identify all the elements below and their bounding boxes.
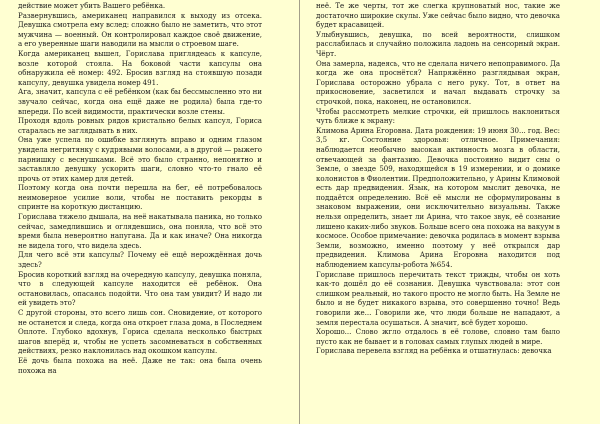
right-page bbox=[300, 0, 600, 424]
paragraph: Климова Арина Егоровна. Дата рождения: 19 июня 30... год. Вес: 3,5 кг. Состояние здоровья: отличное. Примечания: наблюдается необычно высокая активность мозга в области, отвечающей за фантазию. Девочка постоянно видит сны о Земле, о звезде 509, находящейся в 19 измерении, и о домике колонистов в Фиолентии. Предположительно, у Арины Климовой есть дар предвидения. Язык, на котором мыслит девочка, не поддаётся определению. Всё её мысли не сформулированы в знаковом выражении, они исключительно визуальны. Также нельзя определить, знает ли Арина, что такое звук, её сознание лишено каких-либо звуков. Больше всего она похожа на вакуум в космосе. Особое примечание: девочка родилась в момент взрыва Земли, возможно, именно поэтому у неё открылся дар предвидения. Климова Арина Егоровна находится под наблюдением капсулы-робота №654. bbox=[316, 125, 560, 270]
paragraph: Гориславе пришлось перечитать текст трижды, чтобы он хоть как-то дошёл до её сознания. Девушка чувствовала: этот сон слишком реальный, но такого просто не могло быть. На Земле не было и не будет никакого взрыва, это совершенно точно! Ведь говорили же... Говорили же, что люди больше не нападают, а земля перестала осушаться. А значит, всё будет хорошо. bbox=[316, 269, 560, 327]
right-page-text bbox=[316, 1, 560, 356]
paragraph: Горислава перевела взгляд на ребёнка и отшатнулась: девочка bbox=[316, 346, 552, 356]
paragraph: Улыбнувшись, девушка, по всей вероятности, слишком расслабилась и случайно положила ладонь на сенсорный экран. Чёрт. bbox=[316, 29, 560, 58]
paragraph: Она замерла, надеясь, что не сделала ничего непоправимого. Да когда же она проснётся? Напряжённо разглядывая экран, Горислава осторожно убрала с него руку. Тот, в ответ на прикосновение, засветился и начал выдавать строчку за строчкой, пока, наконец, не остановился. bbox=[316, 58, 560, 106]
paragraph: неё. Те же черты, тот же слегка крупноватый нос, такие же достаточно широкие скулы. Уже сейчас было видно, что девочка будет красавицей. bbox=[316, 1, 560, 30]
paragraph: Развернувшись, американец направился к выходу из отсека. Девушка смотрела ему вслед: сложно было не заметить, что этот мужчина — военный. Он контролировал каждое своё движение, а его уверенные шаги наводили на мысли о строевом шаге. bbox=[18, 10, 262, 49]
left-page-text bbox=[18, 1, 262, 375]
paragraph: Проходя вдоль ровных рядов кристально белых капсул, Гориса старалась не заглядывать в них. bbox=[18, 116, 262, 135]
paragraph: Хорошо... Слово жгло отдалось в её голове, словно там было пусто как не бывает и в головах самых глупых людей в мире. bbox=[316, 327, 560, 346]
paragraph: Ага, значит, капсула с её ребёнком (как бы бессмысленно это ни звучало сейчас, когда она ещё даже не родила) была где-то впереди. По всей видимости, практически возле стены. bbox=[18, 87, 262, 116]
paragraph: действие может убить Вашего ребёнка. bbox=[18, 1, 166, 10]
paragraph: Бросив короткий взгляд на очередную капсулу, девушка поняла, что в следующей капсуле находится её ребёнок. Она остановилась, опасаясь подойти. Что она там увидит? И надо ли ей увидеть это? bbox=[18, 269, 262, 308]
paragraph: Чтобы рассмотреть мелкие строчки, ей пришлось наклониться чуть ближе к экрану: bbox=[316, 106, 560, 126]
paragraph: Когда американец вышел, Горислава приглядеась к капсуле, возле которой стояла. На боковой части капсулы она обнаружила её номер: 492. Бросив взгляд на стоявшую позади капсулу, девушка увидела номер 491. bbox=[18, 48, 262, 87]
paragraph: С другой стороны, это всего лишь сон. Сновидение, от которого не останется и следа, когда она откроет глаза дома, в Последнем Оплоте. Глубоко вдохнув, Гориса сделала несколько быстрых шагов вперёд и, чтобы не успеть засомневаться в собственных действиях, резко наклонилась над окошком капсулы. bbox=[18, 308, 262, 356]
paragraph: Её дочь была похожа на неё. Даже не так: она была очень похожа на bbox=[18, 355, 262, 375]
paragraph: Горислава тяжело дышала, на неё накатывала паника, но только сейчас, замедлившись и оглядевшись, она поняла, что всё это время была невероятно напугана. Да и как иначе? Она никогда не видела того, что видела здесь. bbox=[18, 212, 262, 250]
paragraph: Поэтому когда она почти перешла на бег, её потребовалось неимоверное усилие воли, чтобы не поставить рекорды в спринте на короткую дистанцию. bbox=[18, 183, 262, 212]
paragraph: Для чего всё эти капсулы? Почему её ещё нерождённая дочь здесь? bbox=[18, 250, 262, 270]
paragraph: Она уже успела по ошибке взглянуть вправо и одним глазом увидела негритянку с кудрявыми волосами, а в другой — рыжего парнишку с веснушками. Всё это было странно, непонятно и заставляло девушку ускорить шаги, словно что-то гнало её прочь от этих камер для детей. bbox=[18, 135, 262, 183]
